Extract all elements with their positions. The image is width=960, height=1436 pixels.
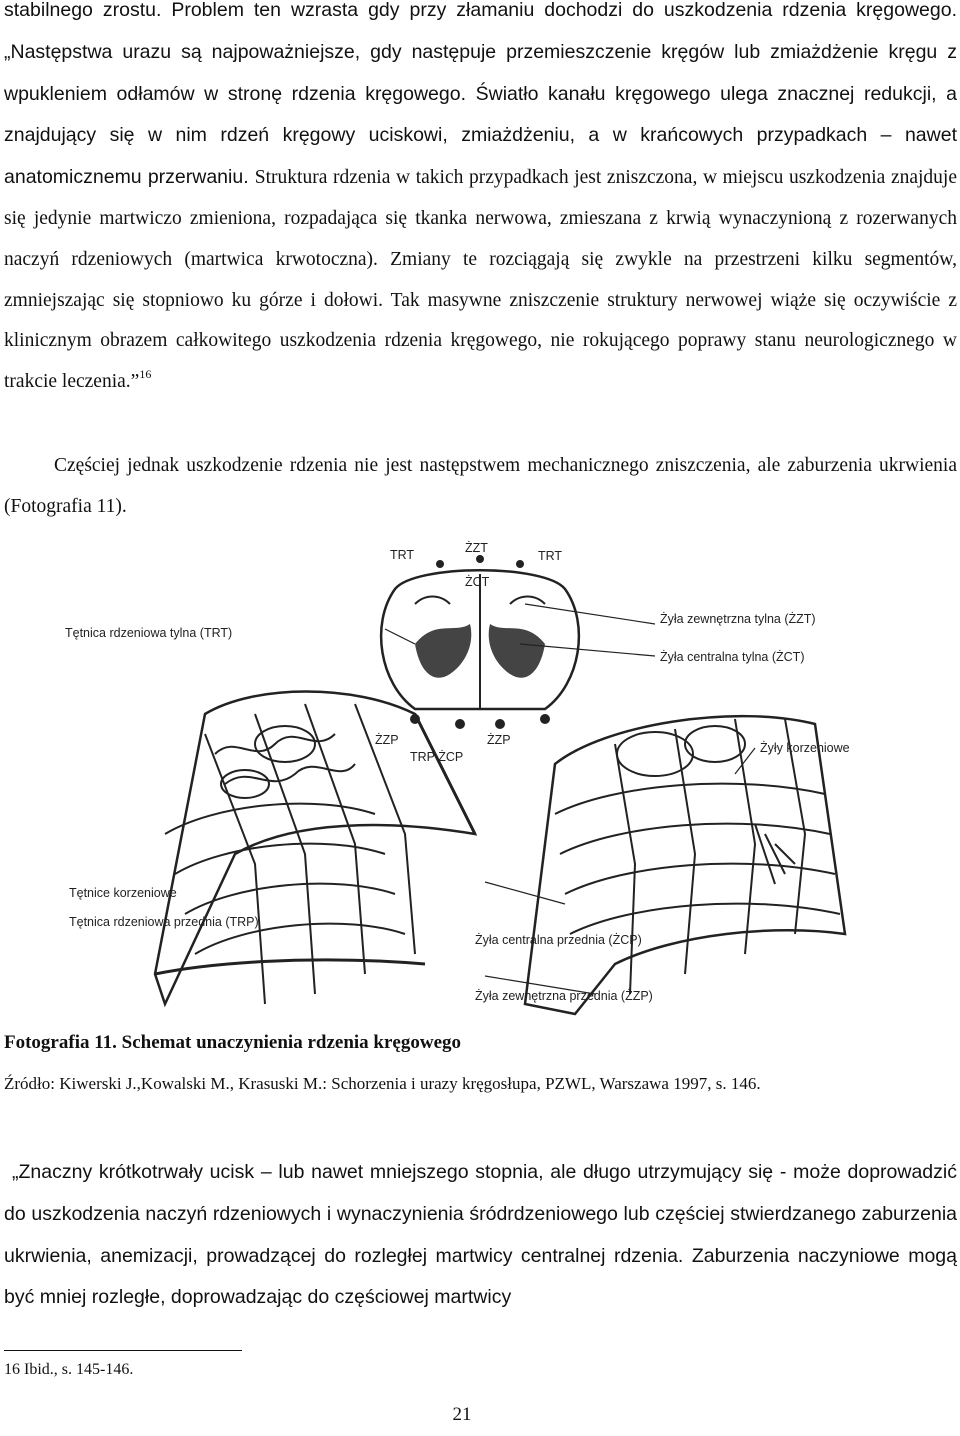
label-zyla-centr-przednia: Żyła centralna przednia (ŻCP) [475, 933, 642, 947]
label-zzp-right: ŻZP [487, 733, 511, 747]
label-zyla-zewn-tylna: Żyła zewnętrzna tylna (ŻZT) [660, 612, 816, 626]
figure-caption: Fotografia 11. Schemat unaczynienia rdzenia kręgowego [4, 1032, 462, 1053]
text-run: Światło kanału kręgowego ulega znacznej redukcji, a znajdujący się w nim rdzeń kręgowy uciskowi, zmiażdżeniu, a w krańcowych przypadkach – nawet anatomicznemu przerwaniu. [4, 82, 958, 189]
spinal-cord-vascular-diagram [55, 534, 905, 1018]
label-zzp-left: ŻZP [375, 733, 399, 747]
body-paragraph-3 [4, 1152, 957, 1319]
right-cord-segment [525, 716, 845, 1014]
text-run: „Następstwa urazu są najpoważniejsze, gdy następuje przemieszczenie kręgów lub zmiażdżenie kręgu z wpukleniem odłamów w stronę rdzenia kręgowego. [4, 40, 957, 105]
left-cord-segment [155, 692, 475, 1005]
label-tetnice-korzeniowe: Tętnice korzeniowe [69, 886, 177, 900]
label-zyly-korzeniowe: Żyły korzeniowe [760, 741, 850, 755]
text-run: Zaburzenia naczyniowe mogą być mniej rozległe, doprowadzając do częściowej martwicy [4, 1244, 958, 1309]
text-run: „Znaczny krótkotrwały ucisk – lub nawet mniejszego stopnia, ale długo utrzymujący się - może doprowadzić do uszkodzenia naczyń rdzeniowych i wynaczynienia śródrdzeniowego lub częściej stwierdzanego zaburzenia ukrwienia, anemizacji, prowadzącej do rozległej martwicy centralnej rdzenia. [4, 1161, 957, 1267]
text-run: Struktura rdzenia w takich przypadkach jest zniszczona, w miejscu uszkodzenia znajduje się jedynie martwiczo zmieniona, rozpadająca się tkanka nerwowa, zmieszana z krwią wynaczynioną z rozerwanych naczyń rdzeniowych (martwica krwotoczna). [4, 167, 957, 270]
diagram-svg [55, 534, 905, 1018]
label-zyla-zewn-przednia: Żyła zewnętrzna przednia (ŻZP) [475, 989, 653, 1003]
body-paragraph-1 [4, 0, 957, 403]
label-trt-left: TRT [390, 548, 415, 562]
body-paragraph-2: Częściej jednak uszkodzenie rdzenia nie jest następstwem mechanicznego zniszczenia, ale zaburzenia ukrwienia (Fotografia 11). [4, 455, 957, 517]
label-tetnica-tylna: Tętnica rdzeniowa tylna (TRT) [65, 626, 233, 640]
footnote-separator [4, 1350, 242, 1351]
label-zyla-centr-tylna: Żyła centralna tylna (ŻCT) [660, 650, 805, 664]
text-run: Zmiany te rozciągają się zwykle na przestrzeni kilku segmentów, zmniejszając się stopniowo ku górze i dołowi. [4, 248, 957, 311]
figure-source: Źródło: Kiwerski J.,Kowalski M., Krasuski M.: Schorzenia i urazy kręgosłupa, PZWL, Warszawa 1997, s. 146. [4, 1074, 761, 1093]
footnote-reference[interactable]: 16 [139, 367, 152, 382]
footnote-16: 16 Ibid., s. 145-146. [4, 1361, 134, 1378]
label-trt-right: TRT [538, 549, 563, 563]
text-run: Tak masywne zniszczenie struktury nerwowej wiąże się oczywiście z klinicznym obrazem całkowitego uszkodzenia rdzenia kręgowego, nie rokującego poprawy stanu neurologicznego w trakcie leczenia.” [4, 289, 957, 393]
label-tetnica-przednia: Tętnica rdzeniowa przednia (TRP) [69, 915, 259, 929]
label-trp-zcp: TRP ŻCP [410, 750, 464, 764]
page-number: 21 [452, 1404, 472, 1425]
text-run: stabilnego zrostu. Problem ten wzrasta gdy przy złamaniu dochodzi do uszkodzenia rdzenia kręgowego. [4, 0, 957, 21]
label-zct-top: ŻCT [465, 575, 490, 589]
label-zzt-top: ŻZT [465, 541, 488, 555]
